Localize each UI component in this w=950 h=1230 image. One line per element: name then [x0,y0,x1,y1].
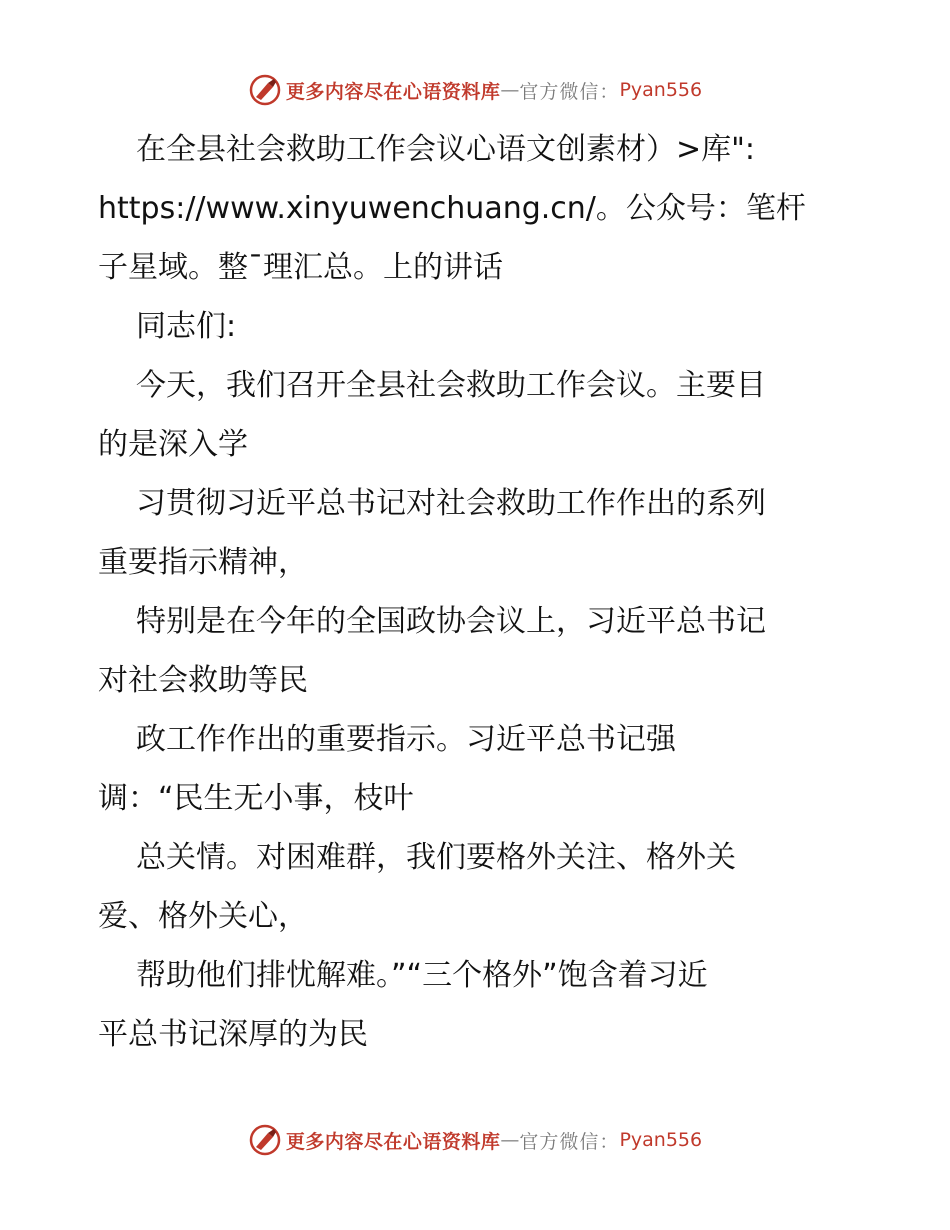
paragraph: 帮助他们排忧解难。”“三个格外”饱含着习近 平总书记深厚的为民 [98,958,708,1052]
header-account: Pyan556 [619,79,703,101]
footer-separator: — [500,1129,520,1151]
paragraph: 同志们: [136,309,237,344]
header-wechat-label: 官方微信： [519,80,620,103]
paragraph: 政工作作出的重要指示。习近平总书记强 调：“民生无小事，枝叶 [98,722,676,816]
header-separator: — [500,79,520,101]
footer-brand-text: 更多内容尽在心语资料库 [285,1130,501,1153]
document-body [98,120,868,1064]
paragraph: 今天，我们召开全县社会救助工作会议。主要目 的是深入学 [98,368,766,462]
footer-wechat-label: 官方微信： [519,1130,620,1153]
paragraph: 特别是在今年的全国政协会议上，习近平总书记 对社会救助等民 [98,604,766,698]
page-footer [0,1120,950,1160]
paragraph: 在全县社会救助工作会议心语文创素材）>库": https://www.xinyuwenchuang.cn/。公众号：笔杆 子星域。整¯理汇总。上的讲话 [98,132,806,285]
paragraph: 习贯彻习近平总书记对社会救助工作作出的系列 重要指示精神， [98,486,766,580]
page-header [0,70,950,110]
footer-account: Pyan556 [619,1129,703,1151]
brand-logo-icon [248,73,282,107]
header-brand-text: 更多内容尽在心语资料库 [285,80,501,103]
paragraph: 总关情。对困难群，我们要格外关注、格外关 爱、格外关心， [98,840,736,934]
brand-logo-icon [248,1123,282,1157]
